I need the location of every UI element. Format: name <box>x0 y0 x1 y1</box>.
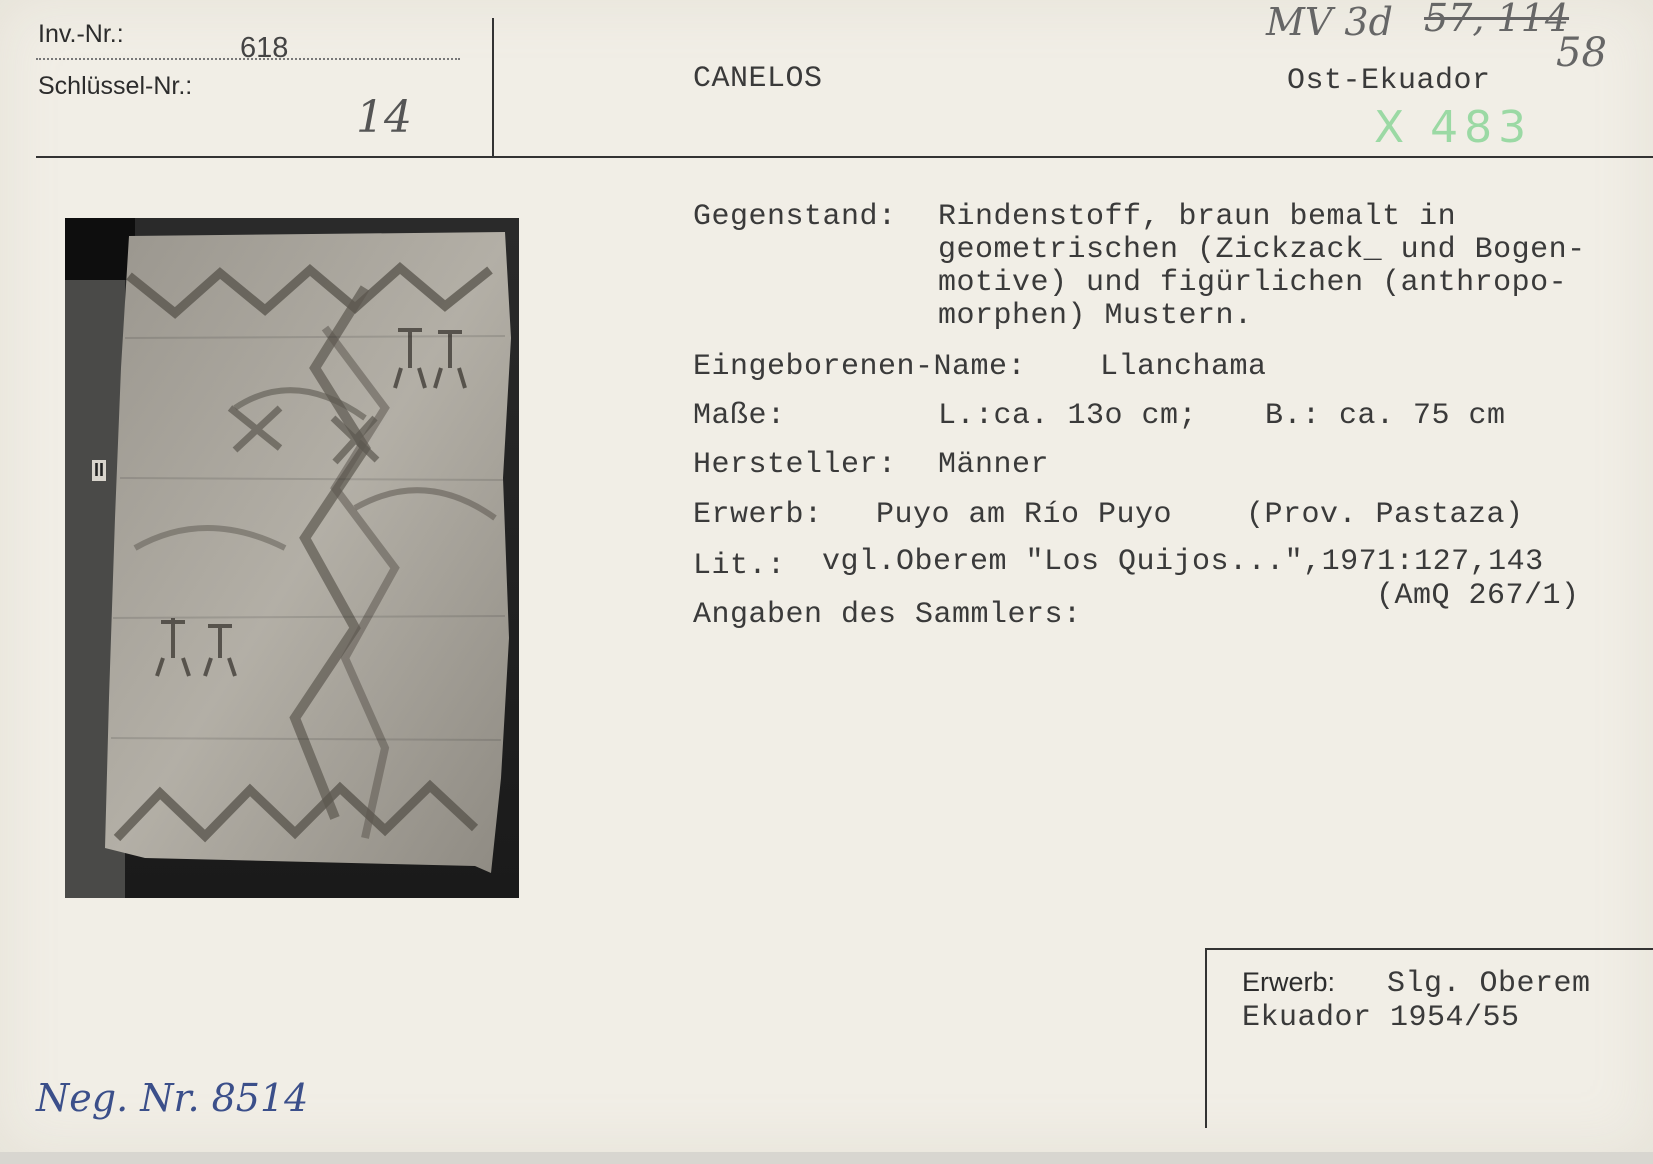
erwerb-value: Puyo am Río Puyo <box>876 498 1173 532</box>
negative-number: Neg. Nr. 8514 <box>36 1076 309 1120</box>
native-name-label: Eingeborenen-Name: <box>693 350 1027 384</box>
green-annotation: X 483 <box>1374 102 1533 153</box>
native-name-value: Llanchama <box>1100 350 1267 384</box>
inv-value: 618 <box>240 32 289 64</box>
gegenstand-line-2: geometrischen (Zickzack_ und Bogen- <box>938 233 1586 267</box>
erwerb-province: (Prov. Pastaza) <box>1246 498 1524 532</box>
acquisition-box-left-rule <box>1205 948 1207 1128</box>
region-name: Ost-Ekuador <box>1287 64 1491 98</box>
inv-dotted-line <box>36 58 460 60</box>
pencil-annotation-code: 57, 114 <box>1424 0 1570 40</box>
gegenstand-label: Gegenstand: <box>693 200 897 234</box>
key-value: 14 <box>356 92 412 143</box>
lit-label: Lit.: <box>693 549 786 583</box>
acquisition-box-top-rule <box>1205 948 1653 950</box>
photo-marker: II <box>94 460 105 480</box>
pencil-annotation-mv: MV 3d <box>1266 0 1393 44</box>
inv-label: Inv.-Nr.: <box>38 20 124 48</box>
gegenstand-line-3: motive) und figürlichen (anthropo- <box>938 266 1568 300</box>
object-photograph <box>65 218 519 898</box>
pencil-annotation-year: 58 <box>1556 30 1607 76</box>
gegenstand-line-1: Rindenstoff, braun bemalt in <box>938 200 1457 234</box>
masse-length: L.:ca. 13o cm; <box>938 399 1198 433</box>
header-divider <box>492 18 494 156</box>
acquisition-collection: Slg. Oberem <box>1387 967 1591 1001</box>
hersteller-label: Hersteller: <box>693 448 897 482</box>
lit-reference: (AmQ 267/1) <box>1376 579 1580 613</box>
collector-notes-label: Angaben des Sammlers: <box>693 598 1082 632</box>
hersteller-value: Männer <box>938 448 1050 482</box>
key-label: Schlüssel-Nr.: <box>38 72 193 100</box>
gegenstand-line-4: morphen) Mustern. <box>938 299 1253 333</box>
lit-value: vgl.Oberem "Los Quijos...",1971:127,143 <box>822 545 1544 579</box>
bark-cloth-image <box>65 218 519 898</box>
acquisition-label: Erwerb: <box>1242 967 1336 997</box>
header-rule <box>36 156 1653 158</box>
masse-width: B.: ca. 75 cm <box>1265 399 1506 433</box>
group-name: CANELOS <box>693 62 823 96</box>
scan-edge <box>0 1152 1653 1164</box>
acquisition-place-year: Ekuador 1954/55 <box>1242 1001 1520 1035</box>
erwerb-label: Erwerb: <box>693 498 823 532</box>
masse-label: Maße: <box>693 399 786 433</box>
